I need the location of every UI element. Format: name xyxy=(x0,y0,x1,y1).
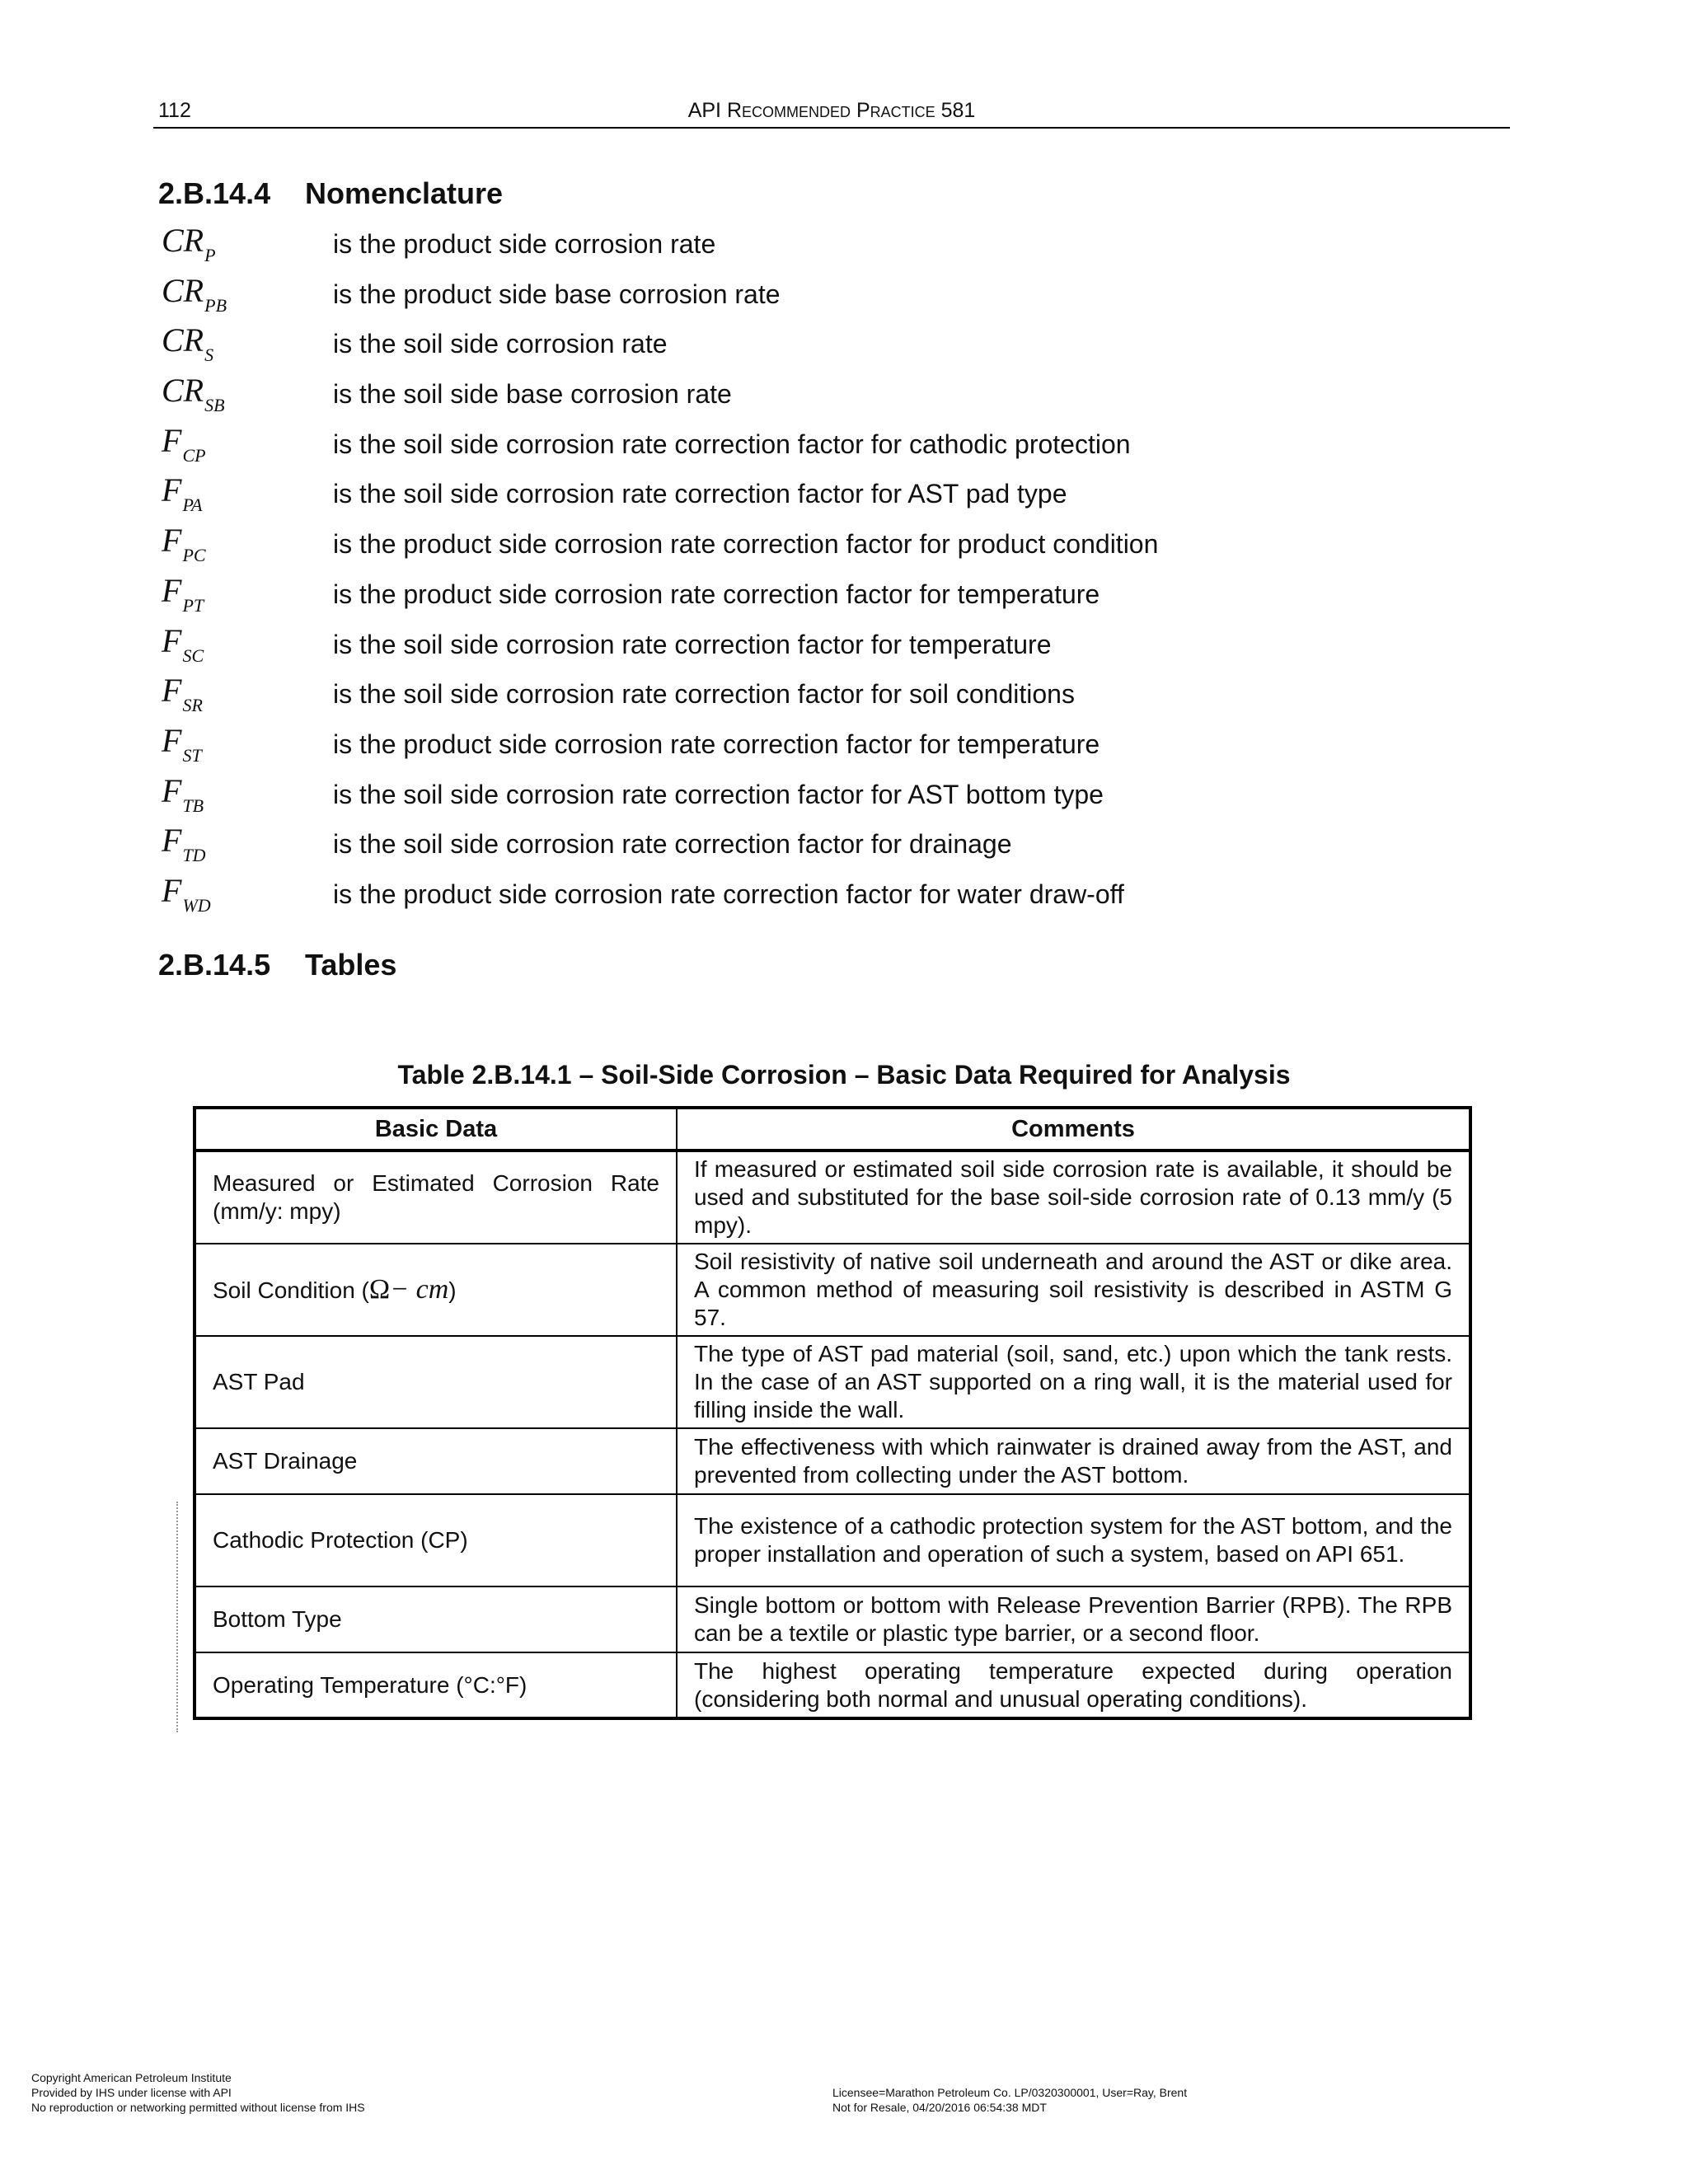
symbol-description: is the product side corrosion rate correction factor for temperature xyxy=(333,729,1100,759)
nomenclature-item xyxy=(162,421,1480,475)
table-row xyxy=(195,1652,1470,1718)
symbol-description: is the product side corrosion rate correction factor for water draw-off xyxy=(333,879,1124,909)
table-row xyxy=(195,1586,1470,1652)
section-title: Nomenclature xyxy=(305,176,504,210)
nomenclature-heading xyxy=(158,176,503,211)
symbol: $F_{PC}$ xyxy=(162,522,206,566)
symbol-description: is the product side corrosion rate correction factor for temperature xyxy=(333,579,1100,609)
symbol: $F_{ST}$ xyxy=(162,721,202,766)
page-number: 112 xyxy=(158,99,191,122)
symbol: $F_{PA}$ xyxy=(162,471,203,516)
nomenclature-list xyxy=(162,224,1480,925)
comment-cell: Soil resistivity of native soil underneath and around the AST or dike area. A common method of measuring soil resistivity is described in ASTM G 57. xyxy=(677,1244,1470,1336)
section-number: 2.B.14.5 xyxy=(158,948,271,982)
tables-heading xyxy=(158,948,396,982)
symbol: $F_{TD}$ xyxy=(162,822,206,866)
section-title: Tables xyxy=(305,948,397,982)
table-caption: Table 2.B.14.1 – Soil-Side Corrosion – Basic Data Required for Analysis xyxy=(397,1060,1291,1090)
column-header-basic-data: Basic Data xyxy=(195,1108,677,1151)
document-title: API Recommended Practice 581 xyxy=(687,99,976,122)
basic-data-cell: Soil Condition (Ω− cm) xyxy=(195,1244,677,1336)
nomenclature-item xyxy=(162,571,1480,625)
nomenclature-item xyxy=(162,621,1480,675)
symbol: $CR_{PB}$ xyxy=(162,271,227,316)
symbol-description: is the soil side corrosion rate correction factor for soil conditions xyxy=(333,679,1075,710)
table-row xyxy=(195,1428,1470,1494)
column-header-comments: Comments xyxy=(677,1108,1470,1151)
nomenclature-item xyxy=(162,674,1480,724)
table-row xyxy=(195,1151,1470,1244)
basic-data-cell: AST Pad xyxy=(195,1336,677,1428)
nomenclature-item xyxy=(162,471,1480,524)
basic-data-cell: Measured or Estimated Corrosion Rate (mm/y: mpy) xyxy=(195,1151,677,1244)
basic-data-cell: Bottom Type xyxy=(195,1586,677,1652)
nomenclature-item xyxy=(162,524,1480,574)
comment-cell: If measured or estimated soil side corrosion rate is available, it should be used and substituted for the base soil-side corrosion rate of 0.13 mm/y (5 mpy). xyxy=(677,1151,1470,1244)
symbol-description: is the soil side corrosion rate correction factor for AST bottom type xyxy=(333,779,1104,809)
symbol: $F_{PT}$ xyxy=(162,571,204,616)
symbol: $F_{CP}$ xyxy=(162,421,206,466)
symbol: $F_{TB}$ xyxy=(162,771,204,816)
nomenclature-item xyxy=(162,224,1480,274)
table-row xyxy=(195,1244,1470,1336)
resistivity-unit-symbol: Ω− cm xyxy=(368,1273,449,1305)
symbol-description: is the product side corrosion rate xyxy=(333,229,716,259)
symbol-description: is the soil side corrosion rate xyxy=(333,329,668,359)
basic-data-table xyxy=(193,1106,1472,1720)
section-number: 2.B.14.4 xyxy=(158,176,271,210)
table-row xyxy=(195,1336,1470,1428)
symbol: $F_{WD}$ xyxy=(162,871,211,916)
footer-license: Licensee=Marathon Petroleum Co. LP/0320300001, User=Ray, Brent Not for Resale, 04/20/2016 06:54:38 MDT xyxy=(832,2086,1188,2114)
page-header xyxy=(153,97,1510,129)
nomenclature-item xyxy=(162,721,1480,775)
basic-data-cell: Cathodic Protection (CP) xyxy=(195,1494,677,1586)
nomenclature-item xyxy=(162,374,1480,424)
symbol-description: is the product side base corrosion rate xyxy=(333,279,781,309)
comment-cell: Single bottom or bottom with Release Prevention Barrier (RPB). The RPB can be a textile or plastic type barrier, or a second floor. xyxy=(677,1586,1470,1652)
margin-dotted-mark xyxy=(176,1502,178,1732)
symbol: $CR_P$ xyxy=(162,222,216,265)
symbol-description: is the soil side corrosion rate correction factor for temperature xyxy=(333,629,1052,659)
comment-cell: The existence of a cathodic protection system for the AST bottom, and the proper installation and operation of such a system, based on API 651. xyxy=(677,1494,1470,1586)
comment-cell: The highest operating temperature expected during operation (considering both normal and unusual operating conditions). xyxy=(677,1652,1470,1718)
symbol-description: is the soil side corrosion rate correction factor for cathodic protection xyxy=(333,429,1131,459)
footer-copyright: Copyright American Petroleum Institute Provided by IHS under license with API No reproduction or networking permitted without license from IHS xyxy=(31,2071,365,2114)
symbol-description: is the soil side corrosion rate correction factor for AST pad type xyxy=(333,479,1067,509)
symbol: $F_{SC}$ xyxy=(162,621,204,666)
nomenclature-item xyxy=(162,871,1480,925)
table-row xyxy=(195,1494,1470,1586)
comment-cell: The type of AST pad material (soil, sand, etc.) upon which the tank rests. In the case of an AST supported on a ring wall, it is the material used for filling inside the wall. xyxy=(677,1336,1470,1428)
nomenclature-item xyxy=(162,321,1480,374)
table-header-row xyxy=(195,1108,1470,1151)
symbol-description: is the product side corrosion rate correction factor for product condition xyxy=(333,529,1159,560)
symbol: $CR_S$ xyxy=(162,321,214,366)
nomenclature-item xyxy=(162,824,1480,874)
basic-data-cell: AST Drainage xyxy=(195,1428,677,1494)
basic-data-cell: Operating Temperature (°C:°F) xyxy=(195,1652,677,1718)
symbol-description: is the soil side base corrosion rate xyxy=(333,379,732,410)
symbol-description: is the soil side corrosion rate correction factor for drainage xyxy=(333,829,1012,860)
nomenclature-item xyxy=(162,771,1480,825)
symbol: $CR_{SB}$ xyxy=(162,372,225,416)
nomenclature-item xyxy=(162,271,1480,325)
symbol: $F_{SR}$ xyxy=(162,672,203,716)
comment-cell: The effectiveness with which rainwater is drained away from the AST, and prevented from collecting under the AST bottom. xyxy=(677,1428,1470,1494)
